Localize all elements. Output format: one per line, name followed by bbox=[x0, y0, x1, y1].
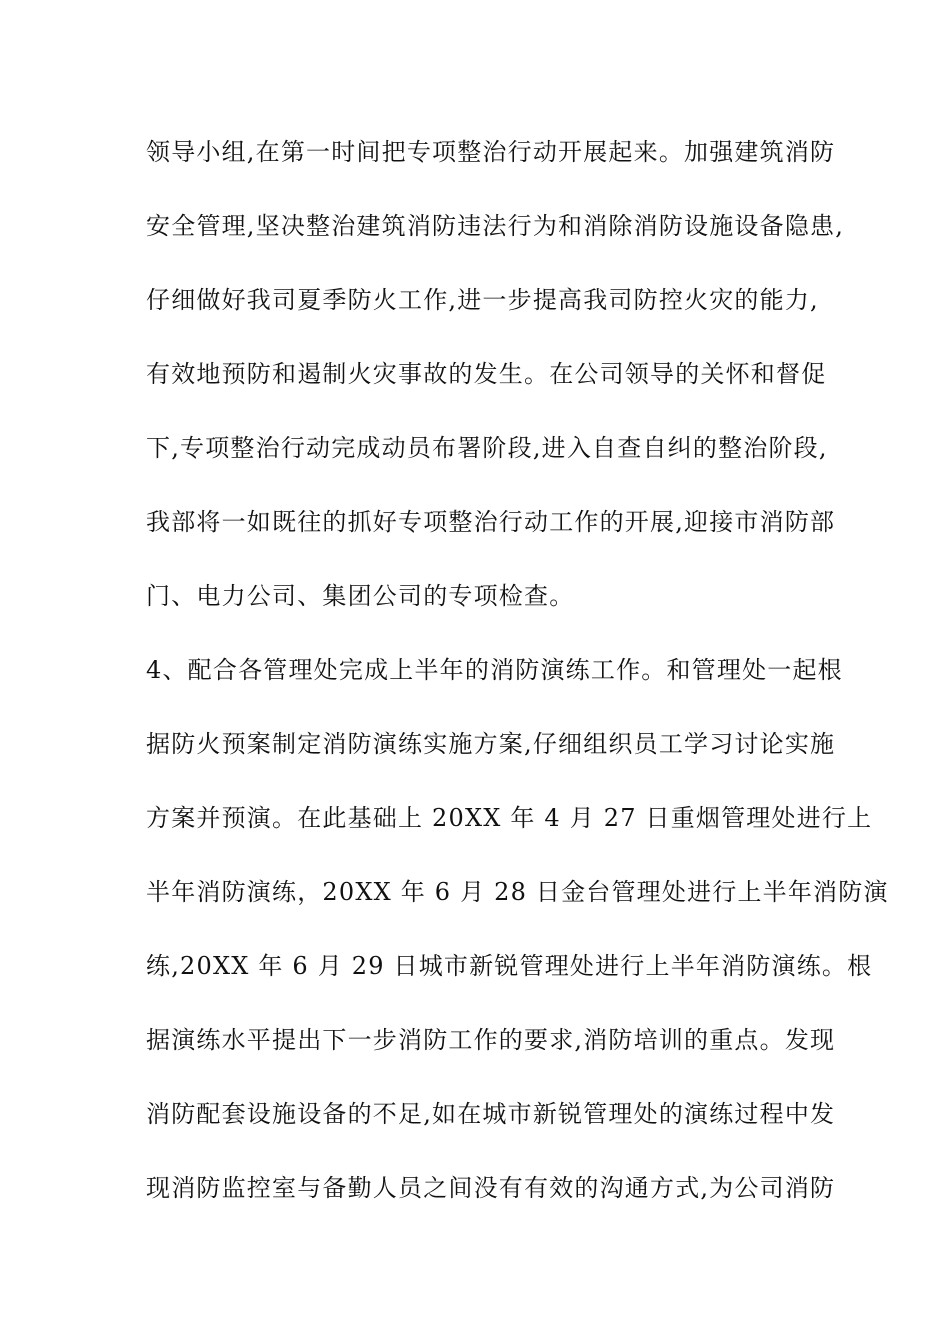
text-line-10: 方案并预演。在此基础上 20XX 年 4 月 27 日重烟管理处进行上 bbox=[146, 804, 873, 832]
text-line-14: 消防配套设施设备的不足,如在城市新锐管理处的演练过程中发 bbox=[146, 1100, 836, 1128]
text-line-2: 安全管理,坚决整治建筑消防违法行为和消除消防设施设备隐患, bbox=[146, 212, 845, 240]
text-line-1: 领导小组,在第一时间把专项整治行动开展起来。加强建筑消防 bbox=[146, 138, 836, 166]
text-line-9: 据防火预案制定消防演练实施方案,仔细组织员工学习讨论实施 bbox=[146, 730, 836, 758]
text-line-15: 现消防监控室与备勤人员之间没有有效的沟通方式,为公司消防 bbox=[146, 1174, 836, 1202]
text-line-11: 半年消防演练，20XX 年 6 月 28 日金台管理处进行上半年消防演 bbox=[146, 878, 889, 906]
text-line-8: 4、配合各管理处完成上半年的消防演练工作。和管理处一起根 bbox=[146, 656, 843, 684]
text-line-6: 我部将一如既往的抓好专项整治行动工作的开展,迎接市消防部 bbox=[146, 508, 836, 536]
text-line-12: 练,20XX 年 6 月 29 日城市新锐管理处进行上半年消防演练。根 bbox=[146, 952, 873, 980]
text-line-4: 有效地预防和遏制火灾事故的发生。在公司领导的关怀和督促 bbox=[146, 360, 827, 388]
text-line-5: 下,专项整治行动完成动员布署阶段,进入自查自纠的整治阶段, bbox=[146, 434, 828, 462]
text-line-13: 据演练水平提出下一步消防工作的要求,消防培训的重点。发现 bbox=[146, 1026, 836, 1054]
text-line-7: 门、电力公司、集团公司的专项检查。 bbox=[146, 582, 575, 610]
text-line-3: 仔细做好我司夏季防火工作,进一步提高我司防控火灾的能力, bbox=[146, 286, 819, 314]
